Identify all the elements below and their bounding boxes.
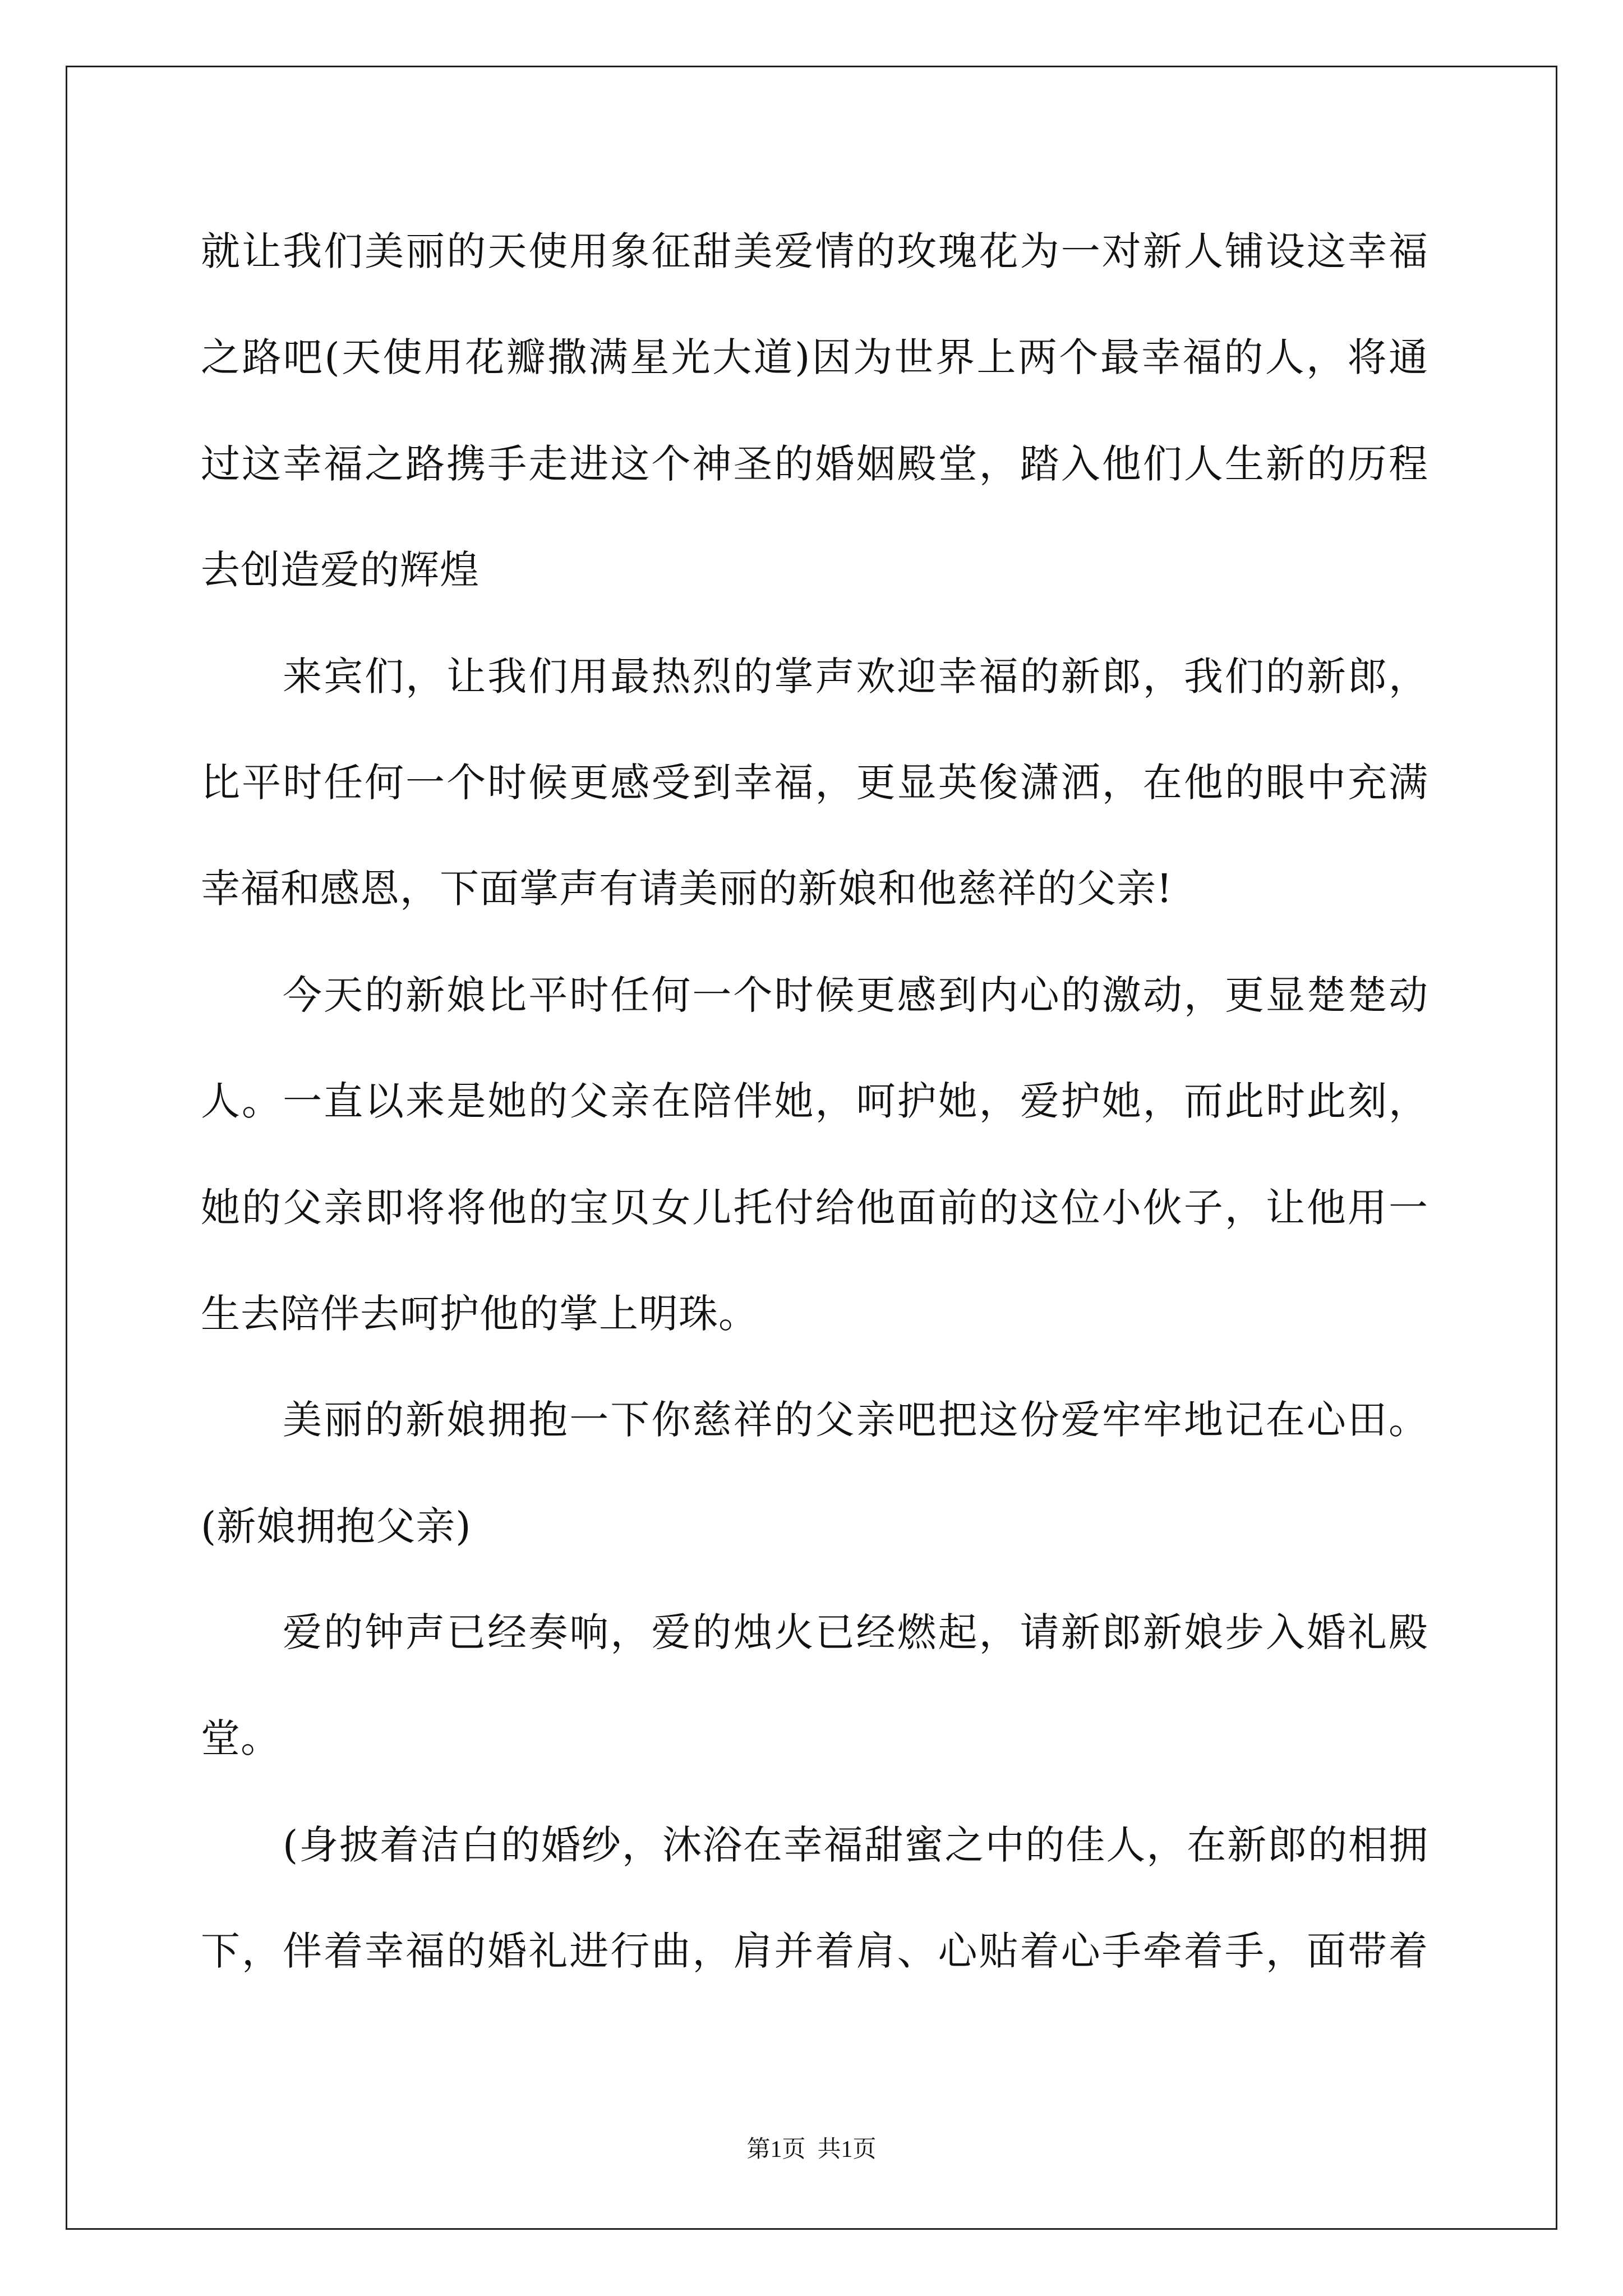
paragraph bbox=[201, 199, 1428, 624]
text-line: (身披着洁白的婚纱，沐浴在幸福甜蜜之中的佳人，在新郎的相拥 bbox=[283, 1821, 1428, 1868]
text-line: 过这幸福之路携手走进这个神圣的婚姻殿堂，踏入他们人生新的历程 bbox=[201, 440, 1428, 487]
text-line: 幸福和感恩，下面掌声有请美丽的新娘和他慈祥的父亲! bbox=[201, 866, 1173, 912]
paragraph bbox=[201, 942, 1428, 1368]
text-line: 美丽的新娘拥抱一下你慈祥的父亲吧把这份爱牢牢地记在心田。 bbox=[283, 1397, 1428, 1443]
paragraph bbox=[201, 1792, 1428, 2005]
text-line: 下，伴着幸福的婚礼进行曲，肩并着肩、心贴着心手牵着手，面带着 bbox=[201, 1928, 1428, 1975]
paragraph bbox=[201, 1580, 1428, 1792]
paragraph bbox=[201, 624, 1428, 942]
text-line: 她的父亲即将将他的宝贝女儿托付给他面前的这位小伙子，让他用一 bbox=[201, 1184, 1428, 1231]
text-line: 生去陪伴去呵护他的掌上明珠。 bbox=[201, 1290, 758, 1337]
document-body bbox=[201, 199, 1428, 2005]
text-line: 来宾们，让我们用最热烈的掌声欢迎幸福的新郎，我们的新郎， bbox=[283, 653, 1428, 700]
text-line: 人。一直以来是她的父亲在陪伴她，呵护她，爱护她，而此时此刻， bbox=[201, 1078, 1428, 1125]
text-line: 堂。 bbox=[201, 1715, 280, 1762]
paragraph bbox=[201, 1367, 1428, 1580]
text-line: 今天的新娘比平时任何一个时候更感到内心的激动，更显楚楚动 bbox=[283, 972, 1428, 1018]
text-line: 爱的钟声已经奏响，爱的烛火已经燃起，请新郎新娘步入婚礼殿 bbox=[283, 1609, 1428, 1656]
text-line: 去创造爱的辉煌 bbox=[201, 547, 479, 593]
text-line: 就让我们美丽的天使用象征甜美爱情的玫瑰花为一对新人铺设这幸福 bbox=[201, 228, 1428, 274]
text-line: (新娘拥抱父亲) bbox=[201, 1503, 472, 1549]
page-footer: 第1页 共1页 bbox=[746, 2137, 877, 2162]
text-line: 之路吧(天使用花瓣撒满星光大道)因为世界上两个最幸福的人，将通 bbox=[201, 334, 1428, 381]
text-line: 比平时任何一个时候更感受到幸福，更显英俊潇洒，在他的眼中充满 bbox=[201, 759, 1428, 806]
